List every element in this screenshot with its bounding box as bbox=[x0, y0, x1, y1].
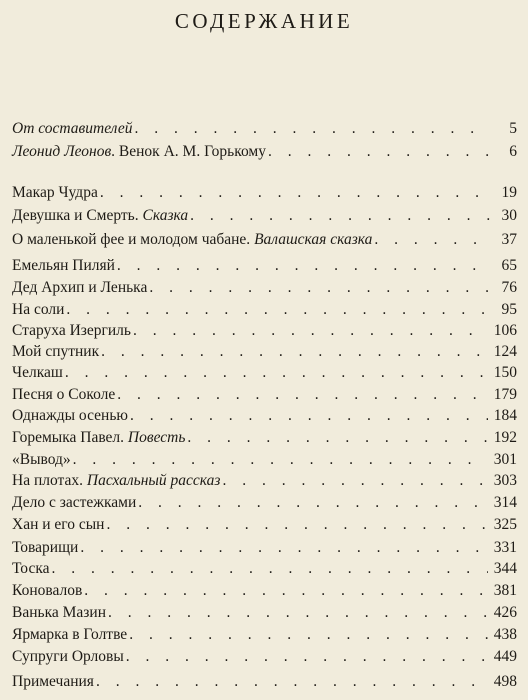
dot-leader bbox=[96, 671, 488, 693]
toc-entry bbox=[12, 384, 517, 406]
dot-leader bbox=[126, 646, 488, 668]
page-number: 331 bbox=[493, 539, 517, 556]
page-number: 106 bbox=[493, 322, 517, 339]
entry-title: Старуха Изергиль bbox=[12, 322, 131, 339]
entry-title: На соли bbox=[12, 301, 65, 318]
entry-title: Товарищи bbox=[12, 539, 79, 556]
toc-entry bbox=[12, 277, 517, 299]
toc-entry bbox=[12, 646, 517, 668]
entry-title: Ярмарка в Голтве bbox=[12, 626, 128, 643]
entry-title: Ванька Мазин bbox=[12, 604, 107, 621]
page-number: 65 bbox=[501, 257, 517, 274]
dot-leader bbox=[374, 229, 491, 251]
dot-leader bbox=[190, 205, 491, 227]
dot-leader bbox=[133, 320, 488, 342]
toc-entry bbox=[12, 362, 517, 384]
toc-entry bbox=[12, 558, 517, 580]
page-number: 192 bbox=[493, 429, 517, 446]
page-number: 179 bbox=[493, 386, 517, 403]
page-number: 124 bbox=[493, 343, 517, 360]
page-number: 303 bbox=[493, 472, 517, 489]
dot-leader bbox=[149, 277, 491, 299]
dot-leader bbox=[222, 470, 487, 492]
toc-entry bbox=[12, 255, 517, 277]
dot-leader bbox=[268, 141, 491, 163]
dot-leader bbox=[130, 405, 488, 427]
toc-entry bbox=[12, 470, 517, 492]
toc-entry bbox=[12, 580, 517, 602]
page-number: 498 bbox=[493, 673, 517, 690]
page-number: 30 bbox=[501, 207, 517, 224]
entry-title: Макар Чудра bbox=[12, 184, 98, 201]
toc-entry bbox=[12, 182, 517, 204]
entry-title: Горемыка Павел. Повесть bbox=[12, 429, 186, 446]
entry-title: Дело с застежками bbox=[12, 494, 137, 511]
dot-leader bbox=[52, 558, 488, 580]
entry-title: Коновалов bbox=[12, 582, 83, 599]
dot-leader bbox=[117, 384, 487, 406]
entry-title: Тоска bbox=[12, 560, 50, 577]
entry-title: Емельян Пиляй bbox=[12, 257, 115, 274]
dot-leader bbox=[106, 514, 487, 536]
toc-entry bbox=[12, 205, 517, 227]
toc-entry bbox=[12, 671, 517, 693]
page-number: 6 bbox=[509, 143, 517, 160]
page-number: 37 bbox=[501, 231, 517, 248]
entry-title: Однажды осенью bbox=[12, 407, 128, 424]
toc-entry bbox=[12, 141, 517, 163]
page-number: 325 bbox=[493, 516, 517, 533]
entry-title: Мой спутник bbox=[12, 343, 100, 360]
toc-entry bbox=[12, 341, 517, 363]
page-number: 184 bbox=[493, 407, 517, 424]
dot-leader bbox=[129, 624, 488, 646]
page-number: 76 bbox=[501, 279, 517, 296]
toc-entry bbox=[12, 492, 517, 514]
entry-title: Хан и его сын bbox=[12, 516, 105, 533]
page-number: 95 bbox=[501, 301, 517, 318]
page-number: 344 bbox=[493, 560, 517, 577]
toc-entry bbox=[12, 602, 517, 624]
dot-leader bbox=[101, 341, 488, 363]
dot-leader bbox=[84, 580, 487, 602]
toc-entry bbox=[12, 320, 517, 342]
entry-title: Челкаш bbox=[12, 364, 63, 381]
toc-entry bbox=[12, 299, 517, 321]
entry-title: На плотах. Пасхальный рассказ bbox=[12, 472, 221, 489]
page-number: 19 bbox=[501, 184, 517, 201]
toc-entry bbox=[12, 427, 517, 449]
dot-leader bbox=[134, 118, 491, 140]
toc-entry bbox=[12, 118, 517, 140]
entry-title: «Вывод» bbox=[12, 451, 71, 468]
page-number: 438 bbox=[493, 626, 517, 643]
entry-title: О маленькой фее и молодом чабане. Валашская сказка bbox=[12, 231, 373, 248]
toc-entry bbox=[12, 537, 517, 559]
entry-title: Песня о Соколе bbox=[12, 386, 116, 403]
page-number: 301 bbox=[493, 451, 517, 468]
toc-entry bbox=[12, 405, 517, 427]
entry-title: Леонид Леонов. Венок А. М. Горькому bbox=[12, 143, 266, 160]
page-title: СОДЕРЖАНИЕ bbox=[174, 9, 354, 33]
dot-leader bbox=[66, 299, 491, 321]
dot-leader bbox=[138, 492, 487, 514]
toc-entry bbox=[12, 624, 517, 646]
page-number: 314 bbox=[493, 494, 517, 511]
dot-leader bbox=[117, 255, 491, 277]
toc-entry bbox=[12, 449, 517, 471]
page-number: 381 bbox=[493, 582, 517, 599]
entry-title: Дед Архип и Ленька bbox=[12, 279, 148, 296]
entry-title: Примечания bbox=[12, 673, 94, 690]
dot-leader bbox=[187, 427, 487, 449]
dot-leader bbox=[73, 449, 488, 471]
entry-title: Супруги Орловы bbox=[12, 648, 124, 665]
page-number: 449 bbox=[493, 648, 517, 665]
toc-entry bbox=[12, 514, 517, 536]
dot-leader bbox=[100, 182, 491, 204]
page-number: 150 bbox=[493, 364, 517, 381]
dot-leader bbox=[65, 362, 488, 384]
entry-title: От составителей bbox=[12, 120, 133, 137]
dot-leader bbox=[80, 537, 487, 559]
toc-entry bbox=[12, 229, 517, 251]
entry-title: Девушка и Смерть. Сказка bbox=[12, 207, 189, 224]
page-number: 5 bbox=[509, 120, 517, 137]
dot-leader bbox=[108, 602, 488, 624]
page-number: 426 bbox=[493, 604, 517, 621]
